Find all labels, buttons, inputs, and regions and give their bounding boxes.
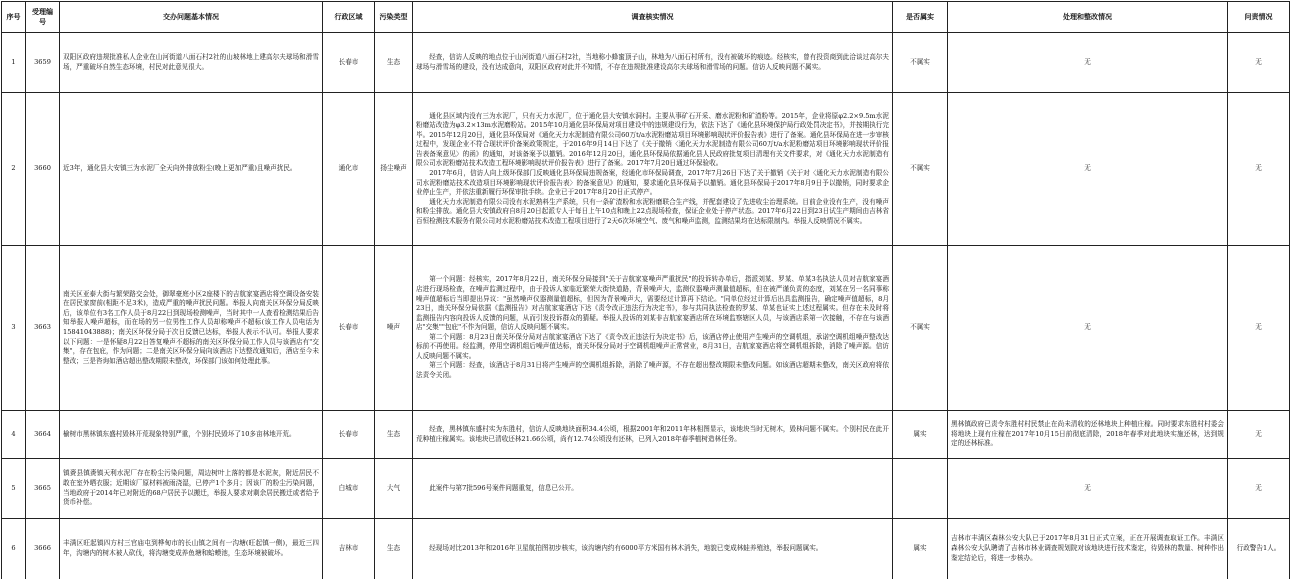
verify-paragraph: 通化县区域内没有三为水泥厂，只有天力水泥厂，位于通化县大安镇水洞村。主要从事矿石开采、磨水泥粉和矿渣粉等。2015年，企业将原φ2.2×9.5m水泥粉磨站改造为φ3.2×13m水泥磨粉站。2015年10月通化县环保局对项目建设中的违规建设行为，依法下达了《通化县环境保护局行政处罚决定书》，并按期执行完毕。2015年12月20日，通化县环保局对《通化天力水泥制造有限公司60万t/a水泥粉磨站项目环境影响现状评价报告表》进行了备案。通化县环保局在进一步审核过程中，发现企业不符合现状评价备案政策规定，于2016年9月14日下达了《关于撤销〈通化天力水泥制造有限公司60万t/a水泥粉磨站项目环境影响现状评价报告表备案意见〉的函》的通知，对该备案予以撤销。2016年12月20日，通化县环保局依据通化县人民政府批复项目清理有关文件要求，对《通化天力水泥制造有限公司水泥粉磨站技术改造工程环境影响现状评价报告表》进行了备案。2017年7月20日通过环保验收。 (416, 111, 889, 168)
cell-truth: 属实 (893, 519, 948, 579)
cell-type: 扬尘噪声 (375, 93, 413, 246)
cell-account: 无 (1228, 246, 1290, 411)
header-type: 污染类型 (375, 2, 413, 33)
header-truth: 是否属实 (893, 2, 948, 33)
cell-problem: 双阳区政府违规批准私人企业在山河街道八面石村2社的山坡林地上建高尔夫球场和滑雪场，严重破坏自然生态环境，村民对此意见很大。 (60, 33, 323, 93)
cell-region: 长春市 (323, 33, 375, 93)
cell-region: 通化市 (323, 93, 375, 246)
cell-verify (413, 519, 893, 579)
table-row (2, 93, 1290, 246)
cell-verify (413, 33, 893, 93)
cell-seq: 2 (2, 93, 26, 246)
header-no: 受理编号 (26, 2, 60, 33)
cell-type: 生态 (375, 519, 413, 579)
cell-seq: 4 (2, 411, 26, 459)
cell-region: 吉林市 (323, 519, 375, 579)
cell-seq: 1 (2, 33, 26, 93)
cell-truth: 属实 (893, 411, 948, 459)
cell-truth: 不属实 (893, 246, 948, 411)
cell-region: 长春市 (323, 246, 375, 411)
table-row (2, 411, 1290, 459)
table-row (2, 519, 1290, 579)
cell-region: 白城市 (323, 459, 375, 519)
cell-type: 生态 (375, 411, 413, 459)
header-region: 行政区域 (323, 2, 375, 33)
cell-handling: 无 (948, 93, 1228, 246)
cell-no: 3663 (26, 246, 60, 411)
cell-verify (413, 93, 893, 246)
cell-handling: 吉林市丰满区森林公安大队已于2017年8月31日正式立案，正在开展调查取证工作。丰满区森林公安大队聘请了吉林市林业调查规划院对该地块进行技术鉴定，待毁林的数量、树种作出鉴定结论后，将进一步核办。 (948, 519, 1228, 579)
cell-account: 无 (1228, 93, 1290, 246)
verify-paragraph: 第一个问题：经核实，2017年8月22日，南关环保分局接到"关于吉航家宴噪声严重扰民"的投诉转办单后，指派刘某、罗某、单某3名执法人员对吉航家宴酒店进行现场检查，在噪声监测过程中，由于投诉人家临近繁荣大街快道路，背景噪声大，监测仪器噪声测量值超标，但在被严谨负责的态度，刘某在另一名同事称噪声值超标后当即提出异议："虽然噪声仪器测量值超标，但因为背景噪声大，需要经过计算再下结论。"同单位经过计算后出具监测报告，确定噪声值超标，8月23日，南关环保分局依据《监测报告》对吉航家宴酒店下达《责令改正违法行为决定书》，参与共同执法检查的罗某、单某也证实上述过程属实。但存在未及时将监测报告内容向投诉人反馈的问题，从而引发投诉群众的猜疑。举报人投诉的刘某非吉航家宴酒店所在环境监察辖区人员，与该酒店系第一次接触，不存在与该酒店"交集""包庇"不作为问题，信访人反映问题不属实。 (416, 275, 889, 332)
cell-truth (893, 459, 948, 519)
cell-account: 无 (1228, 459, 1290, 519)
cell-no: 3666 (26, 519, 60, 579)
header-verify: 调查核实情况 (413, 2, 893, 33)
cell-region: 长春市 (323, 411, 375, 459)
cell-seq: 5 (2, 459, 26, 519)
verify-paragraph: 第二个问题：8月23日南关环保分局对吉航家宴酒店下达了《责令改正违法行为决定书》后，该酒店停止使用产生噪声的空调机组，承诺空调机组噪声整改达标前不再使用。经监测，停用空调机组后噪声值达标，南关环保分局对于空调机组噪声正常营业，8月31日，吉航家宴酒店将空调机组拆除，消除了噪声源。信访人反映问题不属实。 (416, 332, 889, 360)
cell-verify (413, 246, 893, 411)
verify-paragraph: 通化天力水泥制造有限公司没有水泥熟料生产系统，只有一条矿渣粉和水泥粉磨联合生产线，并配套建设了先进收尘治理系统。目前企业没有生产，没有噪声和粉尘排放。通化县大安镇政府自8月20日起派专人于每日上午10点和晚上22点现场检查，保证企业处于停产状态。2017年6月22日到23日试生产期间由吉林省百恒检测技术服务有限公司对水泥粉磨站技术改造工程项目进行了2天6次环境空气、废气和噪声监测，监测结果均在达标限制内。举报人反映情况不属实。 (416, 197, 889, 225)
cell-seq: 3 (2, 246, 26, 411)
table-row (2, 459, 1290, 519)
verify-paragraph: 第三个问题：经查，该酒店于8月31日将产生噪声的空调机组拆除，消除了噪声源，不存在超出整改期限未整改问题。如该酒店超期未整改，南关区政府将依法责令关闭。 (416, 361, 889, 379)
cell-no: 3665 (26, 459, 60, 519)
cell-no: 3664 (26, 411, 60, 459)
cell-problem: 南关区亚泰大街与繁荣路交会处，御翠豪庭小区2座楼下的吉航家宴酒店将空调设备安装在居民家窗前(相距不足3米)，造成严重的噪声扰民问题。举报人向南关区环保分局反映后，该单位有3名工作人员于8月22日到现场检测噪声，当时其中一人查看检测结果后告知举报人噪声超标，而在场的另一位男性工作人员却称噪声不超标(该工作人员电话为15841043888)；南关区环保分局于次日反馈已达标，举报人表示不认可。举报人要求以下问题：一是怀疑8月22日答复噪声不超标的南关区环保分局工作人员与该酒店有"交集"，存在包庇，作为问题；二是南关区环保分局向该酒店下达整改通知后，酒店至今未整改；三是咨询如酒店超出整改期限未整改，环保部门该如何处理此事。 (60, 246, 323, 411)
cell-truth: 不属实 (893, 33, 948, 93)
header-account: 问责情况 (1228, 2, 1290, 33)
header-row (2, 2, 1290, 33)
cell-problem: 近3年，通化县大安镇三为水泥厂全天向外排放粉尘(晚上更加严重)且噪声扰民。 (60, 93, 323, 246)
cell-no: 3659 (26, 33, 60, 93)
header-problem: 交办问题基本情况 (60, 2, 323, 33)
cell-no: 3660 (26, 93, 60, 246)
table-row (2, 246, 1290, 411)
cell-handling: 无 (948, 246, 1228, 411)
complaint-table (1, 1, 1290, 579)
verify-paragraph: 此案件与第7批596号案件问题重复，信息已公开。 (429, 483, 578, 492)
cell-handling: 黑林镇政府已责令东胜村村民禁止在尚未清收的还林地块上种植庄稼。同时要求东胜村村委会将地块上现有庄稼在2017年10月15日前彻底清除，2018年春季对此地块实施还林，达到规定的还林标准。 (948, 411, 1228, 459)
cell-truth: 不属实 (893, 93, 948, 246)
header-handling: 处理和整改情况 (948, 2, 1228, 33)
cell-type: 生态 (375, 33, 413, 93)
cell-problem: 榆树市黑林镇东盛村毁林开荒现象特别严重，个别村民毁坏了10多亩林地开荒。 (60, 411, 323, 459)
verify-paragraph: 经查，黑林镇东盛村实为东胜村，信访人反映地块面积34.4公顷，根据2001年和2011年林相图显示，该地块当时无树木，毁林问题不属实。个别村民在此开荒种植庄稼属实。该地块已清收还林21.66公顷，尚有12.74公顷没有还林，已列入2018年春季植树造林任务。 (416, 424, 889, 443)
cell-verify (413, 459, 893, 519)
cell-account: 无 (1228, 411, 1290, 459)
verify-paragraph: 2017年6月，信访人向上级环保部门反映通化县环保局违规备案，经通化市环保局调查，2017年7月26日下达了关于撤销《关于对〈通化天力水泥制造有限公司水泥粉磨站技术改造项目环境影响现状评价报告表〉的备案意见》的通知，要求通化县环保局予以撤销。通化县环保局于2017年8月9日予以撤销，同时要求企业停止生产，并依法重新履行环保审批手续。企业已于2017年8月20日正式停产。 (416, 169, 889, 197)
verify-paragraph: 经现场对比2013年和2016年卫星航拍图初步核实，该沟塘内约有6000平方米国有林木消失，地貌已变成林蛙养殖池，举报问题属实。 (429, 543, 823, 552)
cell-account: 行政警告1人。 (1228, 519, 1290, 579)
cell-handling: 无 (948, 459, 1228, 519)
cell-verify (413, 411, 893, 459)
cell-type: 噪声 (375, 246, 413, 411)
cell-problem: 丰满区旺起镇四方村三官庙屯到桦甸市的长山镇之间有一沟塘(旺起镇一侧)，最近三四年，沟塘内的树木被人砍伐，将沟塘变成养鱼塘和蛤蟆池，生态环境被破坏。 (60, 519, 323, 579)
cell-type: 大气 (375, 459, 413, 519)
cell-seq: 6 (2, 519, 26, 579)
cell-problem: 镇赉县镇赉镇天利水泥厂存在粉尘污染问题，周边树叶上落的都是水泥灰，附近居民不敢在室外晒衣服；近期该厂原材料被雨浇湿，已停产1个多月；因该厂的粉尘污染问题，当地政府于2014年已对附近的68户居民予以搬迁，举报人要求对剩余居民搬迁或者给予货币补偿。 (60, 459, 323, 519)
cell-handling: 无 (948, 33, 1228, 93)
verify-paragraph: 经查，信访人反映的地点位于山河街道八面石村2社，当地称小蜂蜜顶子山，林地为八面石村所有，没有被破坏的痕迹。经核实，曾有投资商到此洽谈过高尔夫球场与滑雪场的建设，没有达成意向，双阳区政府对此并不知情，不存在违规批准建设高尔夫球场和滑雪场的问题。信访人反映问题不属实。 (416, 52, 889, 71)
header-seq: 序号 (2, 2, 26, 33)
cell-account: 无 (1228, 33, 1290, 93)
table-row (2, 33, 1290, 93)
